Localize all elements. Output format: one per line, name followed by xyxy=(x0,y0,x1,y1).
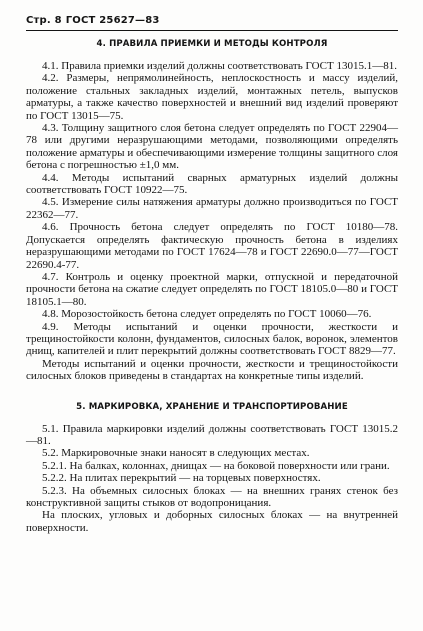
section-4-heading: 4. ПРАВИЛА ПРИЕМКИ И МЕТОДЫ КОНТРОЛЯ xyxy=(96,39,328,49)
section-5-heading: 5. МАРКИРОВКА, ХРАНЕНИЕ И ТРАНСПОРТИРОВАНИЕ xyxy=(76,401,348,412)
clause-5-2: 5.2. Маркировочные знаки наносят в следующих местах. xyxy=(42,447,310,460)
clause-5-2-3: 5.2.3. На объемных силосных блоках — на внешних гранях стенок без конструктивной защиты стыков от водопроницания. xyxy=(26,484,398,509)
clause-5-2-3-note: На плоских, угловых и доборных силосных блоках — на внутренней поверхности. xyxy=(26,509,398,534)
clause-4-9: 4.9. Методы испытаний и оценки прочности, жесткости и трещиностойкости колонн, фундаментов, силосных балок, воронок, элементов днищ, капителей и плит перекрытий должны соответствовать ГОСТ 8829—77. xyxy=(26,320,398,358)
clause-4-4: 4.4. Методы испытаний сварных арматурных изделий должны соответствовать ГОСТ 10922—75. xyxy=(26,171,398,197)
clause-5-1: 5.1. Правила маркировки изделий должны соответствовать ГОСТ 13015.2—81. xyxy=(26,422,398,447)
clause-4-1: 4.1. Правила приемки изделий должны соответствовать ГОСТ 13015.1—81. xyxy=(42,60,397,72)
clause-4-5: 4.5. Измерение силы натяжения арматуры должно производиться по ГОСТ 22362—77. xyxy=(26,196,398,221)
standard-code: ГОСТ 25627—83 xyxy=(65,15,160,26)
page-content xyxy=(26,37,398,534)
clause-4-8: 4.8. Морозостойкость бетона следует определять по ГОСТ 10060—76. xyxy=(42,308,372,321)
clause-5-2-2: 5.2.2. На плитах перекрытий — на торцевых поверхностях. xyxy=(42,472,321,485)
page-header xyxy=(26,10,398,31)
clause-4-6: 4.6. Прочность бетона следует определять по ГОСТ 10180—78. Допускается определять фактическую прочность бетона в изделиях неразрушающими методами по ГОСТ 17624—78 и ГОСТ 22690.0—77—ГОСТ 22690.4-77. xyxy=(26,221,398,271)
page-number: Стр. 8 xyxy=(26,15,62,26)
clause-4-2: 4.2. Размеры, непрямолинейность, неплоскостность и массу изделий, положение стальных закладных изделий, монтажных петель, выпусков арматуры, а также качество поверхностей и внешний вид изделий проверяют по ГОСТ 13015—75. xyxy=(26,72,398,122)
clause-4-7: 4.7. Контроль и оценку проектной марки, отпускной и передаточной прочности бетона на сжатие следует определять по ГОСТ 18105.0—80 и ГОСТ 18105.1—80. xyxy=(26,270,398,308)
clause-4-9-note: Методы испытаний и оценки прочности, жесткости и трещиностойкости силосных блоков приведены в стандартах на конкретные типы изделий. xyxy=(26,357,398,383)
clause-4-3: 4.3. Толщину защитного слоя бетона следует определять по ГОСТ 22904—78 или другими неразрушающими методами, позволяющими определять положение арматуры и обеспечивающими измерение толщины защитного слоя бетона с погрешностью ±1,0 мм. xyxy=(26,122,398,172)
clause-5-2-1: 5.2.1. На балках, колоннах, днищах — на боковой поверхности или грани. xyxy=(42,459,390,472)
